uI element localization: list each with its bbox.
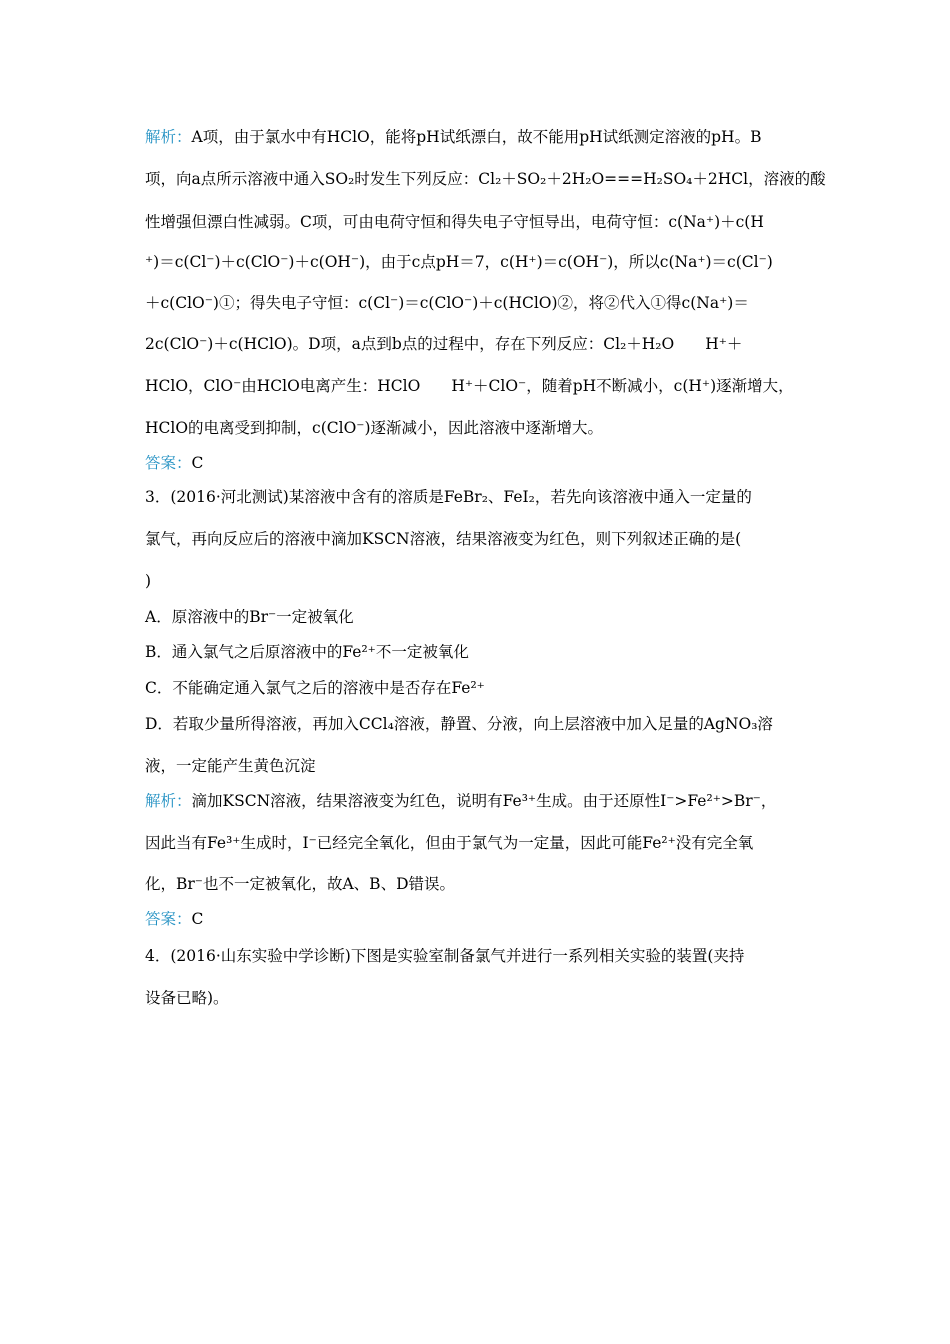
q3-option-c: C．不能确定通入氯气之后的溶液中是否存在Fe²⁺ [145,679,485,697]
q2-analysis-line-6: 2c(ClO⁻)＋c(HClO)。D项，a点到b点的过程中，存在下列反应：Cl₂＋H₂O H⁺＋ [145,335,743,353]
q4-stem-line-2: 设备已略)。 [145,989,229,1007]
q3-analysis-line-1: 解析：滴加KSCN溶液，结果溶液变为红色，说明有Fe³⁺生成。由于还原性I⁻>Fe²⁺>Br⁻， [145,792,777,810]
q2-analysis-label: 解析： [145,128,192,146]
q3-stem-line-3: ) [145,572,152,590]
q3-option-b: B．通入氯气之后原溶液中的Fe²⁺不一定被氧化 [145,643,469,661]
q3-answer-value: C [191,910,204,928]
q3-analysis-line-2: 因此当有Fe³⁺生成时，I⁻已经完全氧化，但由于氯气为一定量，因此可能Fe²⁺没有完全氧 [145,834,754,852]
q3-option-a: A．原溶液中的Br⁻一定被氧化 [145,608,354,626]
q2-answer [145,452,810,474]
q3-stem-line-2: 氯气，再向反应后的溶液中滴加KSCN溶液，结果溶液变为红色，则下列叙述正确的是( [145,530,742,548]
q2-analysis-line-4: ⁺)＝c(Cl⁻)＋c(ClO⁻)＋c(OH⁻)，由于c点pH＝7，c(H⁺)＝c(OH⁻)，所以c(Na⁺)＝c(Cl⁻) [145,253,773,271]
q3-analysis-line-3: 化，Br⁻也不一定被氧化，故A、B、D错误。 [145,875,455,893]
q3-analysis-label: 解析： [145,792,192,810]
q3-answer-label: 答案： [145,910,192,928]
q2-analysis-line-2: 项，向a点所示溶液中通入SO₂时发生下列反应：Cl₂＋SO₂＋2H₂O===H₂SO₄＋2HCl，溶液的酸 [145,170,826,188]
q2-answer-value: C [191,454,204,472]
q3-option-d-line-2: 液，一定能产生黄色沉淀 [145,757,316,775]
q2-answer-label: 答案： [145,454,192,472]
q2-analysis-line-1: 解析：A项，由于氯水中有HClO，能将pH试纸漂白，故不能用pH试纸测定溶液的pH。B [145,128,762,146]
q3-answer [145,908,810,930]
q3-stem-line-1: 3．(2016·河北测试)某溶液中含有的溶质是FeBr₂、FeI₂，若先向该溶液中通入一定量的 [145,488,752,506]
q4-stem-line-1: 4．(2016·山东实验中学诊断)下图是实验室制备氯气并进行一系列相关实验的装置(夹持 [145,947,745,965]
q2-analysis-line-5: ＋c(ClO⁻)①；得失电子守恒：c(Cl⁻)＝c(ClO⁻)＋c(HClO)②，将②代入①得c(Na⁺)＝ [145,294,749,312]
q2-analysis-line-7: HClO，ClO⁻由HClO电离产生：HClO H⁺＋ClO⁻，随着pH不断减小，c(H⁺)逐渐增大， [145,377,794,395]
q2-analysis-line-3: 性增强但漂白性减弱。C项，可由电荷守恒和得失电子守恒导出，电荷守恒：c(Na⁺)＋c(H [145,213,764,231]
q2-analysis-line-8: HClO的电离受到抑制，c(ClO⁻)逐渐减小，因此溶液中逐渐增大。 [145,419,604,437]
q3-option-d-line-1: D．若取少量所得溶液，再加入CCl₄溶液，静置、分液，向上层溶液中加入足量的AgNO₃溶 [145,715,773,733]
